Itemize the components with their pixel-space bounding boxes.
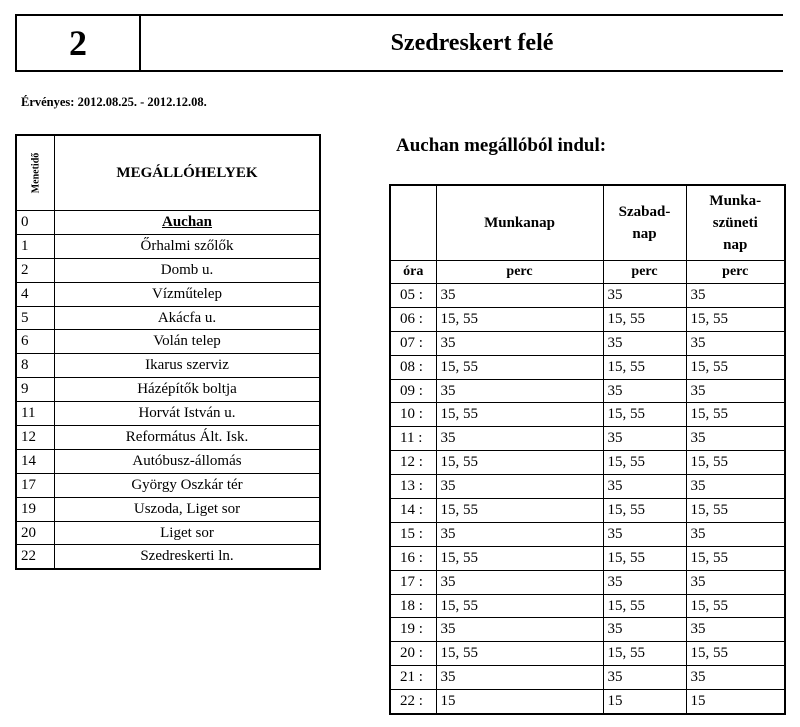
timetable-row <box>390 451 785 475</box>
timetable-row <box>390 403 785 427</box>
saturday-unit: perc <box>603 261 686 284</box>
direction-title: Szedreskert felé <box>390 29 554 56</box>
stop-minutes: 19 <box>16 497 55 521</box>
stop-row <box>16 426 320 450</box>
workday-minutes: 15, 55 <box>436 451 603 475</box>
timetable-row <box>390 284 785 308</box>
stop-row <box>16 449 320 473</box>
saturday-minutes: 35 <box>603 570 686 594</box>
hour-cell: 12 : <box>390 451 436 475</box>
stop-name <box>55 306 321 330</box>
timetable-row <box>390 594 785 618</box>
stops-header-row <box>16 135 320 211</box>
hour-cell: 13 : <box>390 475 436 499</box>
saturday-minutes: 15, 55 <box>603 451 686 475</box>
saturday-header <box>603 185 686 261</box>
timetable-row <box>390 570 785 594</box>
holiday-minutes: 35 <box>686 666 785 690</box>
stop-row <box>16 354 320 378</box>
workday-minutes: 15 <box>436 690 603 714</box>
holiday-minutes: 15, 55 <box>686 307 785 331</box>
stop-minutes: 5 <box>16 306 55 330</box>
saturday-minutes: 35 <box>603 284 686 308</box>
holiday-header-line1: Munka- <box>709 193 762 209</box>
hour-cell: 05 : <box>390 284 436 308</box>
timetable-row <box>390 666 785 690</box>
stop-row <box>16 258 320 282</box>
holiday-minutes: 15, 55 <box>686 546 785 570</box>
saturday-minutes: 15 <box>603 690 686 714</box>
stop-row <box>16 378 320 402</box>
stop-name-label: Horvát István u. <box>138 405 236 422</box>
stops-table <box>15 134 321 570</box>
workday-minutes: 15, 55 <box>436 403 603 427</box>
saturday-minutes: 15, 55 <box>603 355 686 379</box>
timetable-row <box>390 475 785 499</box>
stop-minutes: 9 <box>16 378 55 402</box>
hour-cell: 14 : <box>390 499 436 523</box>
workday-minutes: 35 <box>436 427 603 451</box>
timetable-row <box>390 546 785 570</box>
timetable-row <box>390 522 785 546</box>
stop-name-label: Domb u. <box>160 261 214 278</box>
stop-row <box>16 497 320 521</box>
holiday-minutes: 35 <box>686 427 785 451</box>
stop-name <box>55 258 321 282</box>
workday-minutes: 15, 55 <box>436 355 603 379</box>
hour-cell: 21 : <box>390 666 436 690</box>
stop-minutes: 20 <box>16 521 55 545</box>
hour-header-empty <box>390 185 436 261</box>
stop-name <box>55 378 321 402</box>
saturday-minutes: 35 <box>603 331 686 355</box>
holiday-minutes: 15, 55 <box>686 499 785 523</box>
saturday-minutes: 35 <box>603 666 686 690</box>
holiday-minutes: 15, 55 <box>686 451 785 475</box>
stop-name-label: György Oszkár tér <box>131 476 243 493</box>
timetable-row <box>390 499 785 523</box>
stop-minutes: 22 <box>16 545 55 569</box>
holiday-unit: perc <box>686 261 785 284</box>
stop-row <box>16 521 320 545</box>
saturday-header-line1: Szabad- <box>618 204 671 220</box>
workday-unit: perc <box>436 261 603 284</box>
holiday-minutes: 35 <box>686 284 785 308</box>
stop-minutes: 12 <box>16 426 55 450</box>
hour-cell: 06 : <box>390 307 436 331</box>
stop-minutes: 14 <box>16 449 55 473</box>
stop-row <box>16 234 320 258</box>
workday-header: Munkanap <box>436 185 603 261</box>
hour-cell: 15 : <box>390 522 436 546</box>
stop-name <box>55 473 321 497</box>
holiday-minutes: 35 <box>686 618 785 642</box>
timetable-header-row <box>390 185 785 261</box>
timetable-row <box>390 331 785 355</box>
stop-name-label: Ikarus szerviz <box>145 357 229 374</box>
stop-minutes: 2 <box>16 258 55 282</box>
saturday-minutes: 15, 55 <box>603 403 686 427</box>
workday-minutes: 35 <box>436 331 603 355</box>
timetable-row <box>390 355 785 379</box>
hour-cell: 08 : <box>390 355 436 379</box>
holiday-minutes: 35 <box>686 379 785 403</box>
stop-name <box>55 545 321 569</box>
workday-minutes: 35 <box>436 666 603 690</box>
timetable-row <box>390 307 785 331</box>
saturday-minutes: 15, 55 <box>603 594 686 618</box>
stop-name <box>55 402 321 426</box>
holiday-header-line2: szüneti <box>712 215 758 231</box>
stop-minutes: 8 <box>16 354 55 378</box>
stop-name <box>55 282 321 306</box>
saturday-minutes: 15, 55 <box>603 642 686 666</box>
saturday-minutes: 35 <box>603 522 686 546</box>
stop-name <box>55 449 321 473</box>
stop-row <box>16 402 320 426</box>
holiday-minutes: 15, 55 <box>686 355 785 379</box>
header-box <box>15 14 783 72</box>
stop-minutes: 1 <box>16 234 55 258</box>
stop-name <box>55 354 321 378</box>
saturday-minutes: 35 <box>603 475 686 499</box>
hour-cell: 22 : <box>390 690 436 714</box>
timetable-row <box>390 427 785 451</box>
workday-minutes: 35 <box>436 379 603 403</box>
stop-name-label: Uszoda, Liget sor <box>133 500 241 517</box>
unit-row <box>390 261 785 284</box>
stop-minutes: 0 <box>16 211 55 235</box>
stop-row <box>16 306 320 330</box>
hour-cell: 10 : <box>390 403 436 427</box>
hour-cell: 17 : <box>390 570 436 594</box>
stop-row <box>16 545 320 569</box>
hour-cell: 20 : <box>390 642 436 666</box>
stop-minutes: 6 <box>16 330 55 354</box>
stop-minutes: 11 <box>16 402 55 426</box>
minutes-header-label: Menetidő <box>30 152 41 194</box>
stop-name-label: Református Ált. Isk. <box>125 428 249 445</box>
hour-cell: 09 : <box>390 379 436 403</box>
timetable-body <box>390 284 785 714</box>
stop-row <box>16 211 320 235</box>
saturday-minutes: 35 <box>603 618 686 642</box>
stop-name-label: Autóbusz-állomás <box>132 452 242 469</box>
workday-minutes: 35 <box>436 618 603 642</box>
stops-header: MEGÁLLÓHELYEK <box>55 135 321 211</box>
stop-name-label: Liget sor <box>160 524 214 541</box>
saturday-minutes: 35 <box>603 427 686 451</box>
stop-name-label: Akácfa u. <box>157 309 217 326</box>
workday-minutes: 15, 55 <box>436 499 603 523</box>
stop-name <box>55 426 321 450</box>
saturday-header-line2: nap <box>632 226 657 242</box>
hour-cell: 18 : <box>390 594 436 618</box>
hour-cell: 16 : <box>390 546 436 570</box>
holiday-minutes: 15, 55 <box>686 642 785 666</box>
holiday-minutes: 35 <box>686 522 785 546</box>
holiday-header-line3: nap <box>723 237 748 253</box>
saturday-minutes: 15, 55 <box>603 546 686 570</box>
stop-name <box>55 234 321 258</box>
holiday-minutes: 15 <box>686 690 785 714</box>
stop-name-label: Auchan <box>161 213 213 230</box>
workday-minutes: 35 <box>436 570 603 594</box>
workday-minutes: 35 <box>436 522 603 546</box>
stop-row <box>16 282 320 306</box>
workday-minutes: 35 <box>436 475 603 499</box>
saturday-minutes: 35 <box>603 379 686 403</box>
holiday-header <box>686 185 785 261</box>
stop-name-label: Őrhalmi szőlők <box>140 237 234 254</box>
validity-text: Érvényes: 2012.08.25. - 2012.12.08. <box>21 95 207 109</box>
stop-minutes: 17 <box>16 473 55 497</box>
stop-name <box>55 330 321 354</box>
holiday-minutes: 35 <box>686 570 785 594</box>
stop-name-label: Szedreskerti ln. <box>140 548 234 565</box>
holiday-minutes: 15, 55 <box>686 594 785 618</box>
stop-name-label: Házépítők boltja <box>137 381 237 398</box>
workday-minutes: 15, 55 <box>436 642 603 666</box>
timetable <box>389 184 786 715</box>
stop-name-label: Volán telep <box>153 333 221 350</box>
departure-title: Auchan megállóból indul: <box>396 135 607 156</box>
stop-name <box>55 521 321 545</box>
hour-cell: 07 : <box>390 331 436 355</box>
stop-name <box>55 211 321 235</box>
hour-cell: 19 : <box>390 618 436 642</box>
saturday-minutes: 15, 55 <box>603 499 686 523</box>
stops-body <box>16 211 320 569</box>
workday-minutes: 35 <box>436 284 603 308</box>
hour-cell: 11 : <box>390 427 436 451</box>
line-number: 2 <box>17 16 141 70</box>
hour-unit: óra <box>390 261 436 284</box>
stop-row <box>16 473 320 497</box>
holiday-minutes: 35 <box>686 331 785 355</box>
holiday-minutes: 15, 55 <box>686 403 785 427</box>
stop-name-label: Vízműtelep <box>152 285 222 302</box>
stop-minutes: 4 <box>16 282 55 306</box>
holiday-minutes: 35 <box>686 475 785 499</box>
timetable-row <box>390 618 785 642</box>
saturday-minutes: 15, 55 <box>603 307 686 331</box>
workday-minutes: 15, 55 <box>436 307 603 331</box>
workday-minutes: 15, 55 <box>436 594 603 618</box>
stop-row <box>16 330 320 354</box>
minutes-header <box>16 135 55 211</box>
workday-minutes: 15, 55 <box>436 546 603 570</box>
stop-name <box>55 497 321 521</box>
timetable-row <box>390 690 785 714</box>
timetable-row <box>390 642 785 666</box>
timetable-row <box>390 379 785 403</box>
